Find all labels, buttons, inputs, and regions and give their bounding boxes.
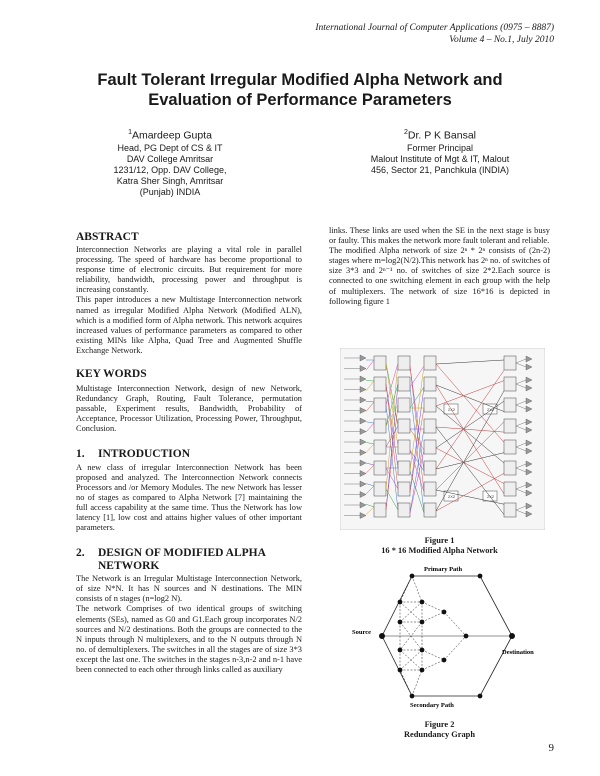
- figure-2-caption-title: Redundancy Graph: [404, 730, 475, 739]
- design-paragraph: The Network is an Irregular Multistage Interconnection Network, of size N*N. It has N sources and N destinations. The MIN consists of n stages (n=log2 N).: [76, 574, 302, 604]
- graph-node: [420, 648, 425, 653]
- primary-path-line: [382, 576, 512, 636]
- graph-node: [398, 620, 403, 625]
- switch-element: [398, 356, 410, 370]
- graph-edge: [444, 612, 466, 636]
- author-2: [330, 126, 550, 176]
- graph-edge: [422, 650, 444, 660]
- graph-node: [398, 648, 403, 653]
- switch-element: [374, 398, 386, 412]
- switch-element: [424, 482, 436, 496]
- primary-path-label: Primary Path: [424, 566, 463, 573]
- journal-volume: Volume 4 – No.1, July 2010: [449, 35, 554, 45]
- graph-edge: [400, 576, 412, 602]
- graph-edge: [422, 660, 444, 670]
- journal-header: [315, 22, 554, 46]
- destination-node: [509, 633, 515, 639]
- intro-text: A new class of irregular Interconnection Network has been proposed and analyzed. The Interconnection Network connects Processors and /or Memory Modules. The new Network has lesser no of stages as compared to Alpha Network [7] maintaining the full access capability at the same time. Thus the Network has low latency [1], low cost and attains higher values of other important parameters.: [76, 462, 302, 533]
- graph-node: [398, 668, 403, 673]
- graph-node: [420, 600, 425, 605]
- switch-element: [398, 440, 410, 454]
- journal-title: International Journal of Computer Applications (0975 – 8887): [315, 23, 554, 33]
- switch-element: [504, 398, 516, 412]
- graph-node: [478, 574, 483, 579]
- figure-2-caption: [329, 720, 550, 740]
- switch-element: [374, 377, 386, 391]
- switch-element: [504, 377, 516, 391]
- author-1-line: Katra Sher Singh, Amritsar: [116, 175, 224, 186]
- author-2-line: 456, Sector 21, Panchkula (INDIA): [370, 164, 510, 175]
- switch-element: [424, 419, 436, 433]
- source-node: [379, 633, 385, 639]
- switch-element: [398, 503, 410, 517]
- graph-node: [464, 634, 469, 639]
- graph-edge: [444, 636, 466, 660]
- graph-node: [398, 600, 403, 605]
- switch-element: [504, 419, 516, 433]
- switch-element: [398, 482, 410, 496]
- intro-heading: [76, 448, 302, 461]
- graph-edge: [422, 602, 444, 612]
- switch-element: [374, 461, 386, 475]
- switch-element: [424, 503, 436, 517]
- switch-element: [424, 398, 436, 412]
- switch-element: [504, 461, 516, 475]
- figure-1-caption-label: Figure 1: [424, 536, 455, 545]
- right-column: [329, 226, 550, 307]
- graph-node: [420, 668, 425, 673]
- graph-edge: [400, 670, 412, 696]
- author-1: [70, 126, 270, 198]
- author-1-line: Head, PG Dept of CS & IT: [117, 142, 223, 153]
- design-heading: [76, 547, 302, 573]
- figure-2-caption-label: Figure 2: [424, 720, 455, 729]
- keywords-text: Multistage Interconnection Network, design of new Network, Redundancy Graph, Routing, Fault Tolerance, permutation passable, Experiment results, Bandwidth, Probability of Acceptance, Processor Utilization, Processing Power, Throughput, Conclusion.: [76, 384, 302, 434]
- switch-element: [374, 440, 386, 454]
- author-2-name: Dr. P K Bansal: [407, 129, 476, 142]
- figure-1-network-diagram: [340, 348, 545, 530]
- switch-2x2-label: 2X2: [448, 407, 456, 412]
- design-title-2: NETWORK: [98, 560, 160, 573]
- author-2-sup: 2: [404, 129, 408, 136]
- graph-edge: [412, 576, 422, 602]
- abstract-paragraph: This paper introduces a new Multistage Interconnection network named as irregular Modified Alpha Network (Modified ALN), which is a modified form of Alpha network. This network acquires increased values of performance parameters as compared to other existing MINs like Alpha, Quad Tree and Augmented Shuffle Exchange Network.: [76, 295, 302, 355]
- graph-edge: [412, 670, 422, 696]
- abstract-paragraph: Interconnection Networks are playing a vital role in parallel processing. The speed of hardware has become proportional to response time of electronic circuits. But requirement for more reliability, bandwidth, processing power and throughput is increasing constantly.: [76, 245, 302, 295]
- switch-element: [424, 440, 436, 454]
- author-1-line: DAV College Amritsar: [126, 153, 214, 164]
- destination-label: Destination: [502, 649, 534, 656]
- switch-2x2-label: 2X2: [448, 494, 456, 499]
- graph-node: [478, 694, 483, 699]
- switch-element: [504, 503, 516, 517]
- design-title-1: DESIGN OF MODIFIED ALPHA: [98, 547, 266, 560]
- switch-element: [504, 440, 516, 454]
- design-number: 2.: [76, 547, 85, 560]
- graph-node: [442, 658, 447, 663]
- author-2-line: Former Principal: [406, 142, 473, 153]
- source-label: Source: [352, 629, 372, 636]
- keywords-heading: KEY WORDS: [76, 368, 147, 381]
- switch-element: [374, 503, 386, 517]
- paper-title: Fault Tolerant Irregular Modified Alpha Network and Evaluation of Performance Parameters: [97, 71, 503, 109]
- switch-element: [374, 419, 386, 433]
- secondary-path-label: Secondary Path: [410, 702, 454, 709]
- switch-2x2-label: 2X2: [487, 494, 495, 499]
- figure-1-caption-title: 16 * 16 Modified Alpha Network: [381, 546, 498, 555]
- intro-title: INTRODUCTION: [98, 447, 191, 460]
- switch-element: [424, 377, 436, 391]
- switch-element: [398, 419, 410, 433]
- switch-element: [398, 398, 410, 412]
- switch-element: [398, 377, 410, 391]
- switch-element: [504, 482, 516, 496]
- author-1-name: Amardeep Gupta: [131, 129, 212, 142]
- switch-element: [398, 461, 410, 475]
- switch-2x2-label: 2X2: [487, 407, 495, 412]
- switch-element: [504, 356, 516, 370]
- graph-node: [410, 574, 415, 579]
- figure-2-redundancy-graph: [340, 562, 540, 710]
- figure-1-caption: [329, 536, 550, 556]
- switch-element: [424, 461, 436, 475]
- graph-edge: [422, 612, 444, 622]
- secondary-path-line: [382, 636, 512, 696]
- graph-node: [420, 620, 425, 625]
- author-1-sup: 1: [128, 129, 132, 136]
- design-paragraph: The network Comprises of two identical groups of switching elements (SEs), named as G0 and G1.Each group incorporates N/2 sources and N/2 destinations. Both the groups are connected to the N inputs through N multiplexers, and to the N outputs through N no. of demultiplexers. The switches in all the stages are of size 3*3 except the last one. The switches in the stages n-3,n-2 and n-1 have been connected to each other through links called as auxiliary: [76, 604, 302, 674]
- page-number: 9: [548, 742, 554, 754]
- body-paragraph: The modified Alpha network of size 2ⁿ * 2ⁿ consists of (2n-2) stages where m=log2(N/2).This network has 2ⁿ no. of switches of size 3*3 and 2ⁿ⁻¹ no. of switches of size 2*2.Each source is connected to one switching element in each group with the help of multiplexers. The network of size 16*16 is depicted in following figure 1: [329, 246, 550, 306]
- switch-element: [374, 356, 386, 370]
- graph-node: [410, 694, 415, 699]
- abstract-heading: ABSTRACT: [76, 231, 139, 243]
- left-column: [76, 228, 302, 675]
- intro-number: 1.: [76, 447, 85, 460]
- switch-element: [424, 356, 436, 370]
- author-2-line: Malout Institute of Mgt & IT, Malout: [370, 153, 510, 164]
- body-paragraph: links. These links are used when the SE in the next stage is busy or faulty. This makes the network more fault tolerant and reliable.: [329, 226, 550, 246]
- author-1-line: (Punjab) INDIA: [139, 186, 201, 197]
- switch-element: [374, 482, 386, 496]
- graph-node: [442, 610, 447, 615]
- author-1-line: 1231/12, Opp. DAV College,: [113, 164, 227, 175]
